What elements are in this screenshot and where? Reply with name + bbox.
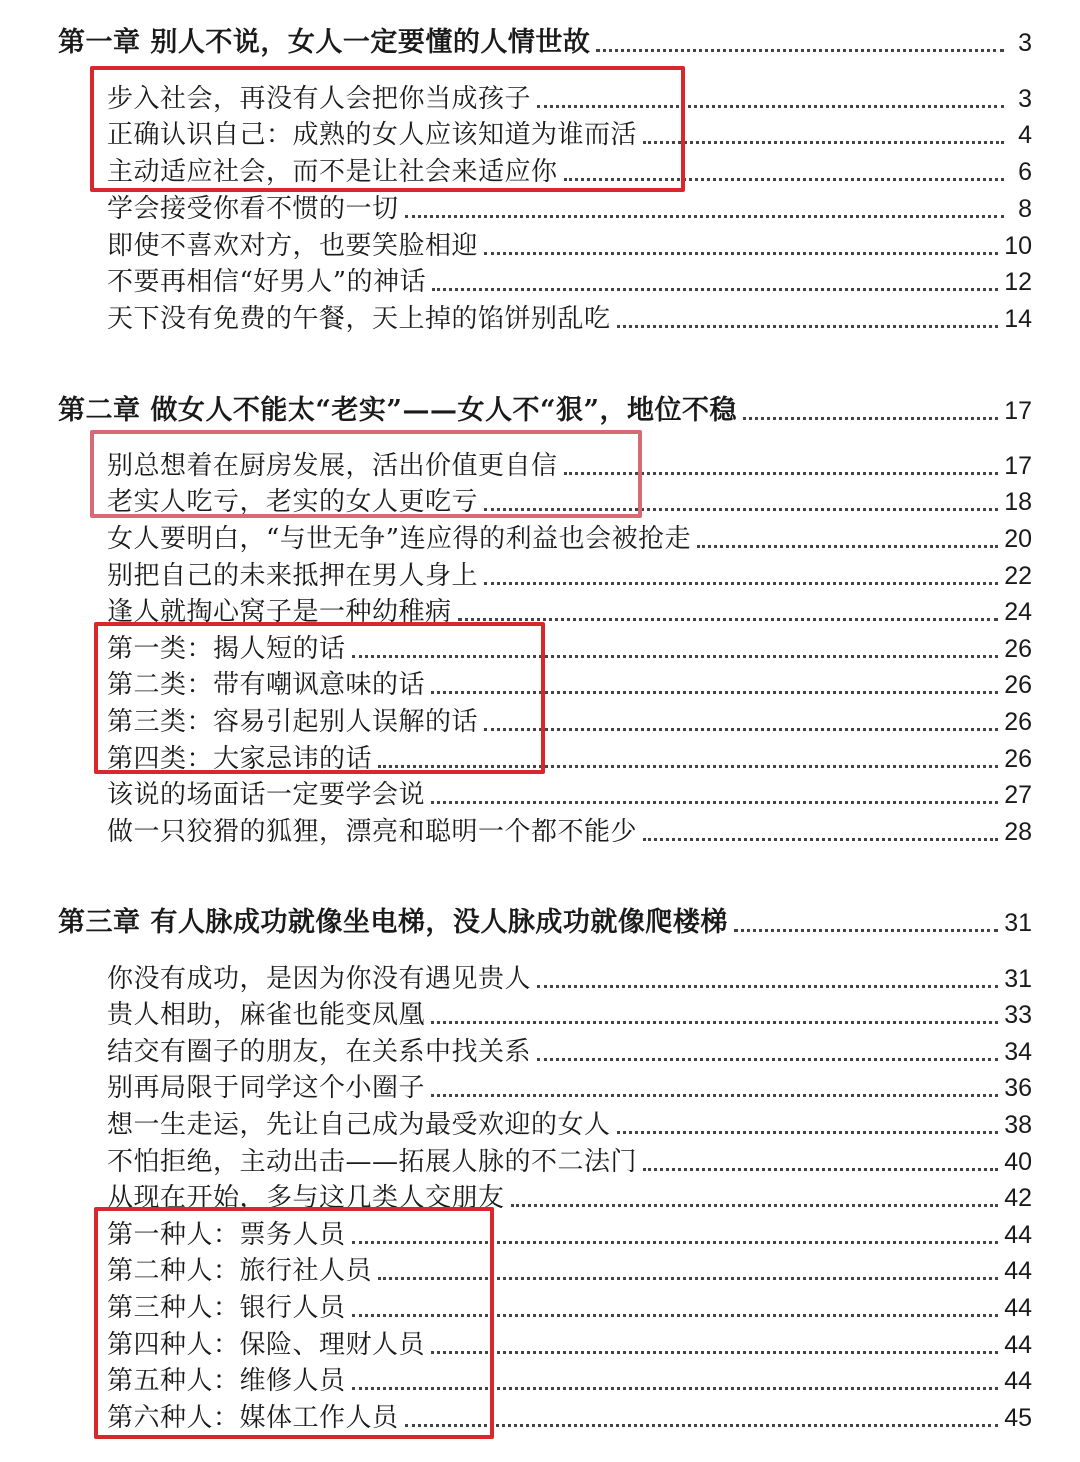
page-number: 4 bbox=[1018, 121, 1032, 149]
leader-dots bbox=[458, 618, 999, 621]
entry-title: 别把自己的未来抵押在男人身上 bbox=[107, 561, 479, 591]
toc-entry[interactable] bbox=[107, 518, 1032, 554]
page-number: 27 bbox=[1004, 781, 1032, 809]
leader-dots bbox=[743, 417, 998, 420]
chapter-title: 第三章 有人脉成功就像坐电梯，没人脉成功就像爬楼梯 bbox=[58, 907, 728, 938]
leader-dots bbox=[734, 929, 998, 932]
entry-title: 结交有圈子的朋友，在关系中找关系 bbox=[107, 1037, 532, 1067]
page-number: 45 bbox=[1004, 1404, 1032, 1432]
page-number: 17 bbox=[1004, 452, 1032, 480]
entry-title: 别再局限于同学这个小圈子 bbox=[107, 1073, 426, 1103]
page-number: 24 bbox=[1004, 598, 1032, 626]
entry-title: 不怕拒绝，主动出击——拓展人脉的不二法门 bbox=[107, 1147, 638, 1177]
toc-entry[interactable] bbox=[107, 188, 1032, 224]
entry-title: 你没有成功，是因为你没有遇见贵人 bbox=[107, 964, 532, 994]
page-number: 18 bbox=[1004, 488, 1032, 516]
page-number: 28 bbox=[1004, 818, 1032, 846]
highlight-box bbox=[94, 622, 545, 774]
entry-title: 即使不喜欢对方，也要笑脸相迎 bbox=[107, 231, 479, 261]
page-number: 42 bbox=[1004, 1184, 1032, 1212]
leader-dots bbox=[432, 288, 998, 291]
entry-title: 第四种人：保险、理财人员 bbox=[107, 1330, 426, 1360]
leader-dots bbox=[405, 215, 1004, 218]
leader-dots bbox=[431, 1094, 998, 1097]
chapter-2-heading[interactable] bbox=[58, 390, 1032, 426]
chapter-title: 第一章 别人不说，女人一定要懂的人情世故 bbox=[58, 27, 591, 58]
leader-dots bbox=[537, 985, 998, 988]
entry-title: 别总想着在厨房发展，活出价值更自信 bbox=[107, 451, 558, 481]
toc-entry[interactable] bbox=[107, 994, 1032, 1030]
entry-title: 逢人就掏心窝子是一种幼稚病 bbox=[107, 597, 452, 627]
entry-title: 第二种人：旅行社人员 bbox=[107, 1256, 373, 1286]
toc-entry[interactable] bbox=[107, 1141, 1032, 1177]
page-number: 10 bbox=[1004, 232, 1032, 260]
highlight-box bbox=[90, 430, 642, 518]
toc-entry[interactable] bbox=[107, 1067, 1032, 1103]
entry-title: 从现在开始，多与这几类人交朋友 bbox=[107, 1183, 505, 1213]
page-number: 44 bbox=[1004, 1294, 1032, 1322]
page-number: 44 bbox=[1004, 1221, 1032, 1249]
toc-entry[interactable] bbox=[107, 225, 1032, 261]
page-number: 44 bbox=[1004, 1367, 1032, 1395]
leader-dots bbox=[431, 1351, 998, 1354]
leader-dots bbox=[596, 49, 1004, 52]
entry-title: 贵人相助，麻雀也能变凤凰 bbox=[107, 1000, 426, 1030]
leader-dots bbox=[431, 1021, 998, 1024]
page-number: 3 bbox=[1018, 29, 1032, 57]
entry-title: 第一类：揭人短的话 bbox=[107, 634, 346, 664]
highlight-box bbox=[94, 1207, 494, 1439]
leader-dots bbox=[537, 1058, 998, 1061]
leader-dots bbox=[643, 141, 1004, 144]
page-number: 26 bbox=[1004, 745, 1032, 773]
highlight-box bbox=[90, 66, 685, 192]
page-number: 6 bbox=[1018, 158, 1032, 186]
page-number: 26 bbox=[1004, 671, 1032, 699]
entry-title: 想一生走运，先让自己成为最受欢迎的女人 bbox=[107, 1110, 611, 1140]
chapter-1-heading[interactable] bbox=[58, 22, 1032, 58]
page-number: 26 bbox=[1004, 635, 1032, 663]
leader-dots bbox=[484, 728, 998, 731]
leader-dots bbox=[431, 801, 998, 804]
toc-entry[interactable] bbox=[107, 555, 1032, 591]
leader-dots bbox=[643, 1168, 998, 1171]
chapter-title: 第二章 做女人不能太“老实”——女人不“狠”，地位不稳 bbox=[58, 395, 738, 426]
entry-title: 天下没有免费的午餐，天上掉的馅饼别乱吃 bbox=[107, 304, 611, 334]
entry-title: 第六种人：媒体工作人员 bbox=[107, 1403, 399, 1433]
page-number: 44 bbox=[1004, 1257, 1032, 1285]
toc-entry[interactable] bbox=[107, 811, 1032, 847]
page-number: 33 bbox=[1004, 1001, 1032, 1029]
page-number: 14 bbox=[1004, 305, 1032, 333]
toc-entry[interactable] bbox=[107, 1031, 1032, 1067]
page-number: 20 bbox=[1004, 525, 1032, 553]
entry-title: 第三类：容易引起别人误解的话 bbox=[107, 707, 479, 737]
entry-title: 该说的场面话一定要学会说 bbox=[107, 780, 426, 810]
leader-dots bbox=[484, 582, 998, 585]
entry-title: 第五种人：维修人员 bbox=[107, 1366, 346, 1396]
entry-title: 第一种人：票务人员 bbox=[107, 1220, 346, 1250]
page-number: 38 bbox=[1004, 1111, 1032, 1139]
entry-title: 做一只狡猾的狐狸，漂亮和聪明一个都不能少 bbox=[107, 817, 638, 847]
leader-dots bbox=[617, 325, 999, 328]
entry-title: 学会接受你看不惯的一切 bbox=[107, 194, 399, 224]
entry-title: 女人要明白，“与世无争”连应得的利益也会被抢走 bbox=[107, 524, 692, 554]
chapter-3-heading[interactable] bbox=[58, 902, 1032, 938]
page-number: 22 bbox=[1004, 562, 1032, 590]
toc-entry[interactable] bbox=[107, 1104, 1032, 1140]
toc-entry[interactable] bbox=[107, 958, 1032, 994]
toc-entry[interactable] bbox=[107, 774, 1032, 810]
page-number: 36 bbox=[1004, 1074, 1032, 1102]
entry-title: 不要再相信“好男人”的神话 bbox=[107, 267, 427, 297]
entry-title: 主动适应社会，而不是让社会来适应你 bbox=[107, 157, 558, 187]
page-number: 40 bbox=[1004, 1148, 1032, 1176]
entry-title: 步入社会，再没有人会把你当成孩子 bbox=[107, 84, 532, 114]
page-number: 31 bbox=[1004, 965, 1032, 993]
page-number: 12 bbox=[1004, 268, 1032, 296]
entry-title: 正确认识自己：成熟的女人应该知道为谁而活 bbox=[107, 120, 638, 150]
page-number: 31 bbox=[1004, 909, 1032, 937]
leader-dots bbox=[511, 1204, 999, 1207]
toc-entry[interactable] bbox=[107, 261, 1032, 297]
leader-dots bbox=[697, 545, 998, 548]
leader-dots bbox=[617, 1131, 999, 1134]
entry-title: 第四类：大家忌讳的话 bbox=[107, 744, 373, 774]
leader-dots bbox=[484, 252, 998, 255]
entry-title: 老实人吃亏，老实的女人更吃亏 bbox=[107, 487, 479, 517]
page-number: 26 bbox=[1004, 708, 1032, 736]
page-number: 8 bbox=[1018, 195, 1032, 223]
leader-dots bbox=[643, 838, 998, 841]
toc-entry[interactable] bbox=[107, 298, 1032, 334]
page-number: 44 bbox=[1004, 1331, 1032, 1359]
page-number: 3 bbox=[1018, 85, 1032, 113]
page-number: 17 bbox=[1004, 397, 1032, 425]
entry-title: 第三种人：银行人员 bbox=[107, 1293, 346, 1323]
entry-title: 第二类：带有嘲讽意味的话 bbox=[107, 670, 426, 700]
page-number: 34 bbox=[1004, 1038, 1032, 1066]
